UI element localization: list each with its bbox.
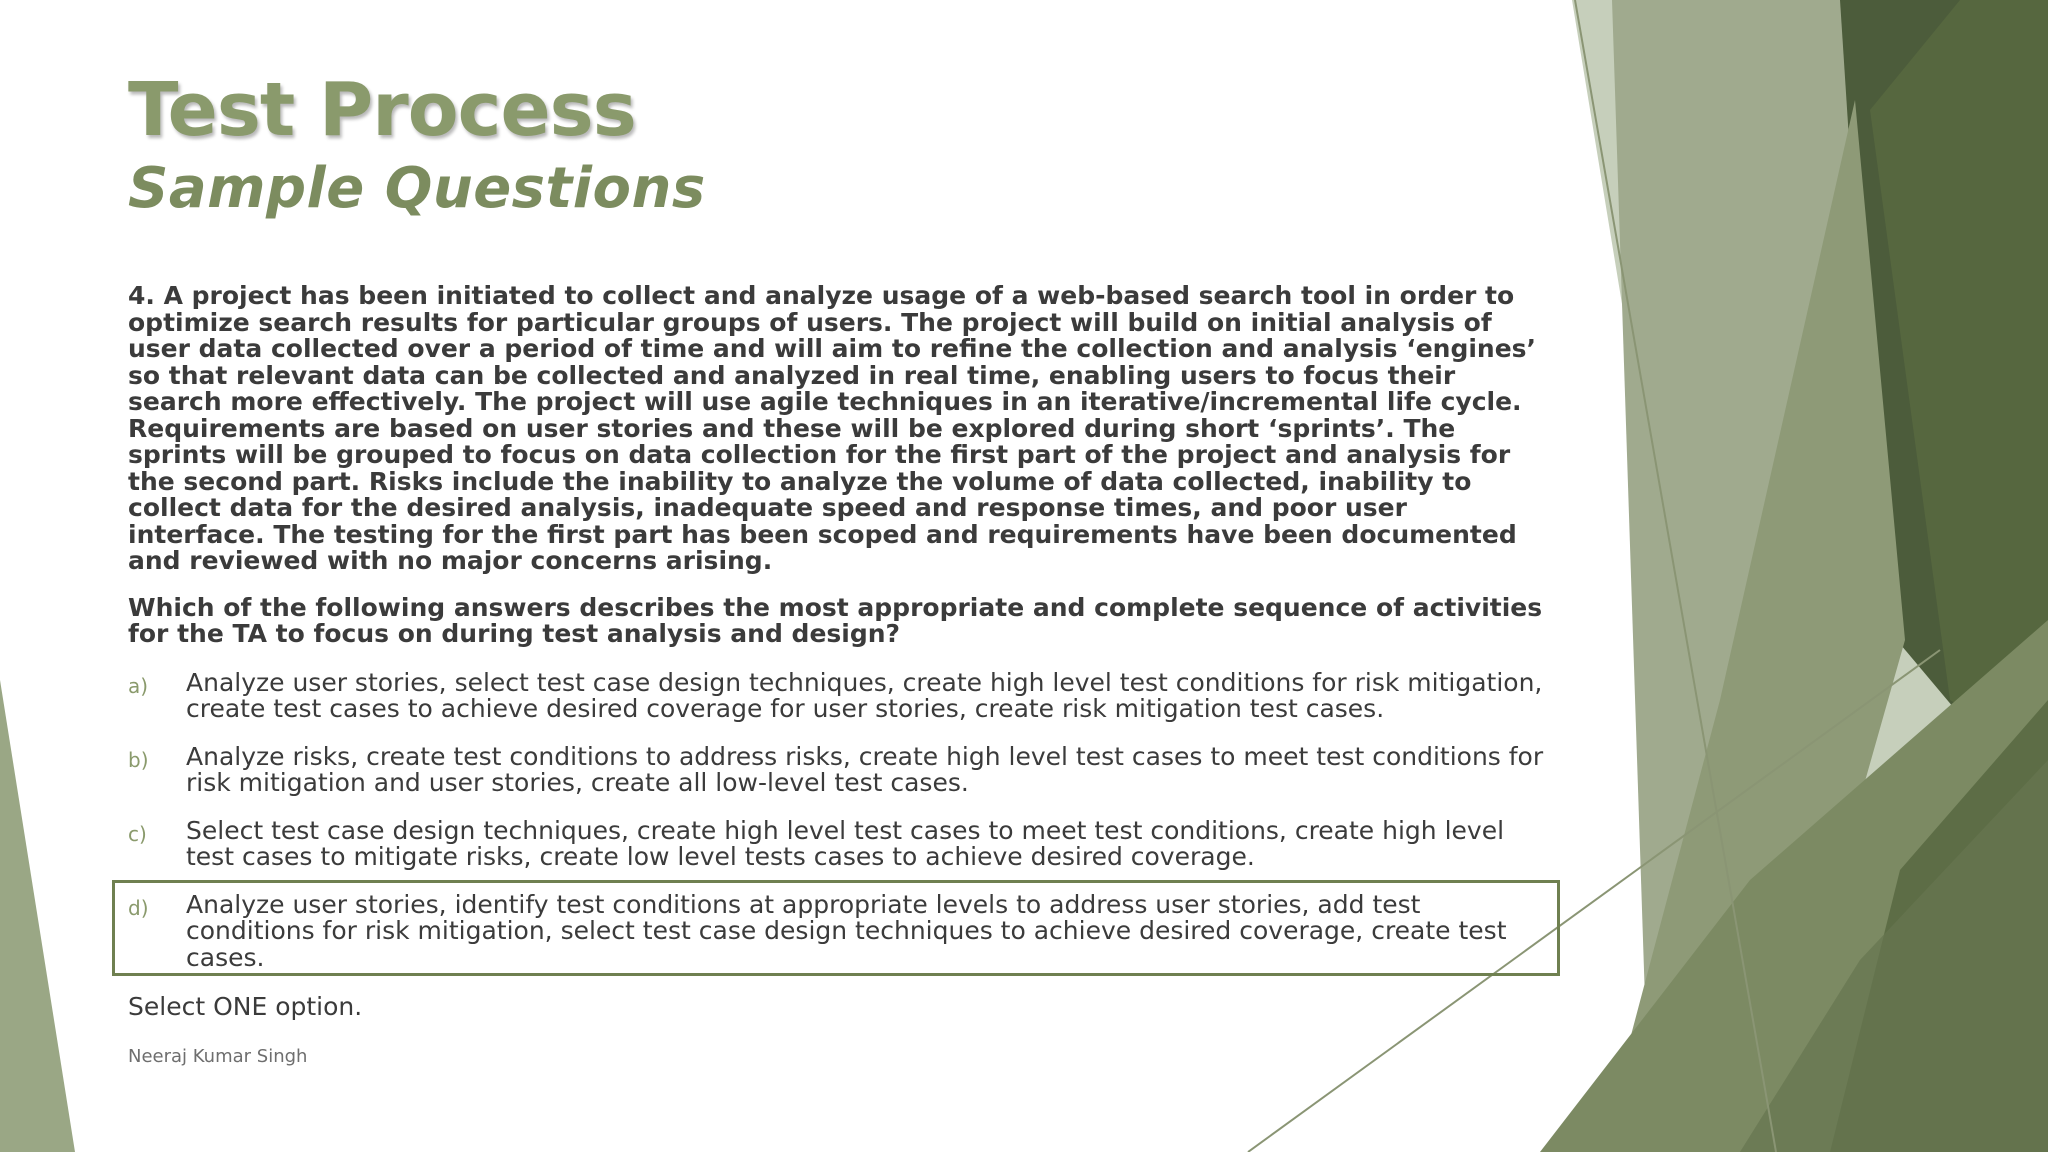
select-instruction: Select ONE option. [128,992,363,1021]
slide-title: Test Process [128,67,636,153]
answer-option-b [128,741,1548,797]
option-letter-d: d) [128,895,149,920]
option-text-b: Analyze risks, create test conditions to address risks, create high level test cases to meet test conditions for risk mitigation and user stories, create all low-level test cases. [186,741,1544,797]
deco-left-triangle [0,680,75,1152]
option-letter-c: c) [128,821,147,846]
option-letter-b: b) [128,747,149,772]
author-footer: Neeraj Kumar Singh [128,1046,308,1067]
option-letter-a: a) [128,673,149,698]
question-prompt: Which of the following answers describes the most appropriate and complete sequence of activities for the TA to focus on during test analysis and design? [128,592,1543,648]
option-text-d: Analyze user stories, identify test conditions at appropriate levels to address user stories, add test conditions for risk mitigation, select test case design techniques to achieve desired coverage, create test cases. [186,889,1507,972]
answer-option-a [128,667,1548,723]
answer-option-c [128,815,1548,871]
option-text-a: Analyze user stories, select test case design techniques, create high level test conditions for risk mitigation, create test cases to achieve desired coverage for user stories, create risk mitigation test cases. [186,667,1543,723]
answer-option-d-highlighted [128,889,1548,972]
slide-content [128,283,1548,1067]
question-text: 4. A project has been initiated to collect and analyze usage of a web-based search tool in order to optimize search results for particular groups of users. The project will build on initial analysis of user data collected over a period of time and will aim to refine the collection and analysis ‘engines’ so that relevant data can be collected and analyzed in real time, enabling users to focus their search more effectively. The project will use agile techniques in an iterative/incremental life cycle. Requirements are based on user stories and these will be explored during short ‘sprints’. The sprints will be grouped to focus on data collection for the first part of the project and analysis for the second part. Risks include the inability to analyze the volume of data collected, inability to collect data for the desired analysis, inadequate speed and response times, and poor user interface. The testing for the first part has been scoped and requirements have been documented and reviewed with no major concerns arising. [128,281,1537,575]
answer-options [128,667,1548,972]
slide-subtitle: Sample Questions [128,156,706,221]
option-text-c: Select test case design techniques, create high level test cases to meet test conditions, create high level test cases to mitigate risks, create low level tests cases to achieve desired coverage. [186,815,1505,871]
